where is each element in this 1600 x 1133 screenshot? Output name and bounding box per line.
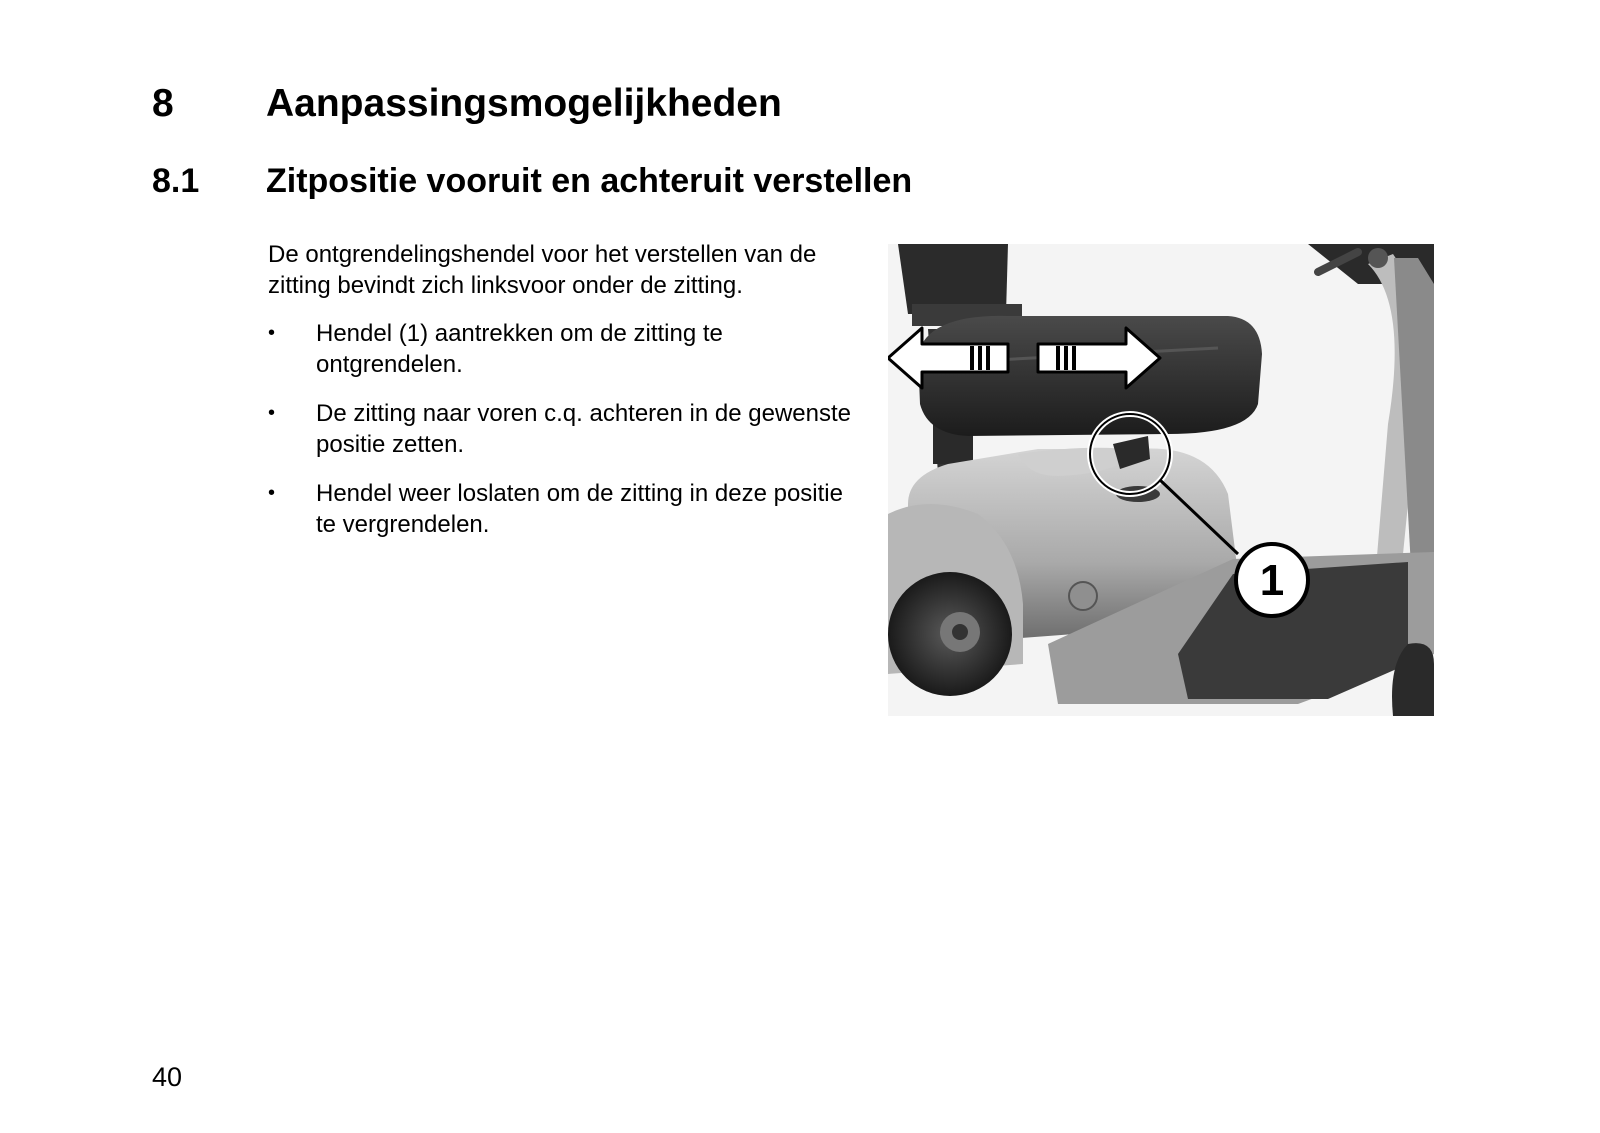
bullet-icon: • bbox=[268, 322, 276, 344]
step-text: De zitting naar voren c.q. achteren in de gewenste positie zetten. bbox=[316, 400, 851, 458]
intro-text: De ontgrendelingshendel voor het verstellen van de zitting bevindt zich linksvoor onder de zitting. bbox=[268, 241, 817, 299]
chapter-number: 8 bbox=[152, 82, 174, 125]
list-item bbox=[268, 398, 868, 460]
scooter-illustration bbox=[888, 244, 1434, 716]
section-title: Zitpositie vooruit en achteruit verstellen bbox=[266, 162, 913, 200]
intro-paragraph bbox=[268, 239, 868, 301]
callout-marker bbox=[1236, 544, 1308, 616]
step-text: Hendel (1) aantrekken om de zitting te ontgrendelen. bbox=[316, 320, 723, 378]
bullet-icon: • bbox=[268, 482, 276, 504]
callout-label: 1 bbox=[1259, 556, 1285, 605]
list-item bbox=[268, 478, 868, 540]
section-number: 8.1 bbox=[152, 162, 200, 200]
step-text: Hendel weer loslaten om de zitting in deze positie te vergrendelen. bbox=[316, 480, 843, 538]
chapter-title: Aanpassingsmogelijkheden bbox=[266, 82, 782, 125]
scooter-seat-figure bbox=[888, 244, 1434, 716]
list-item bbox=[268, 318, 868, 380]
bullet-icon: • bbox=[268, 402, 276, 424]
step-list bbox=[268, 318, 868, 558]
page-number: 40 bbox=[152, 1062, 183, 1092]
